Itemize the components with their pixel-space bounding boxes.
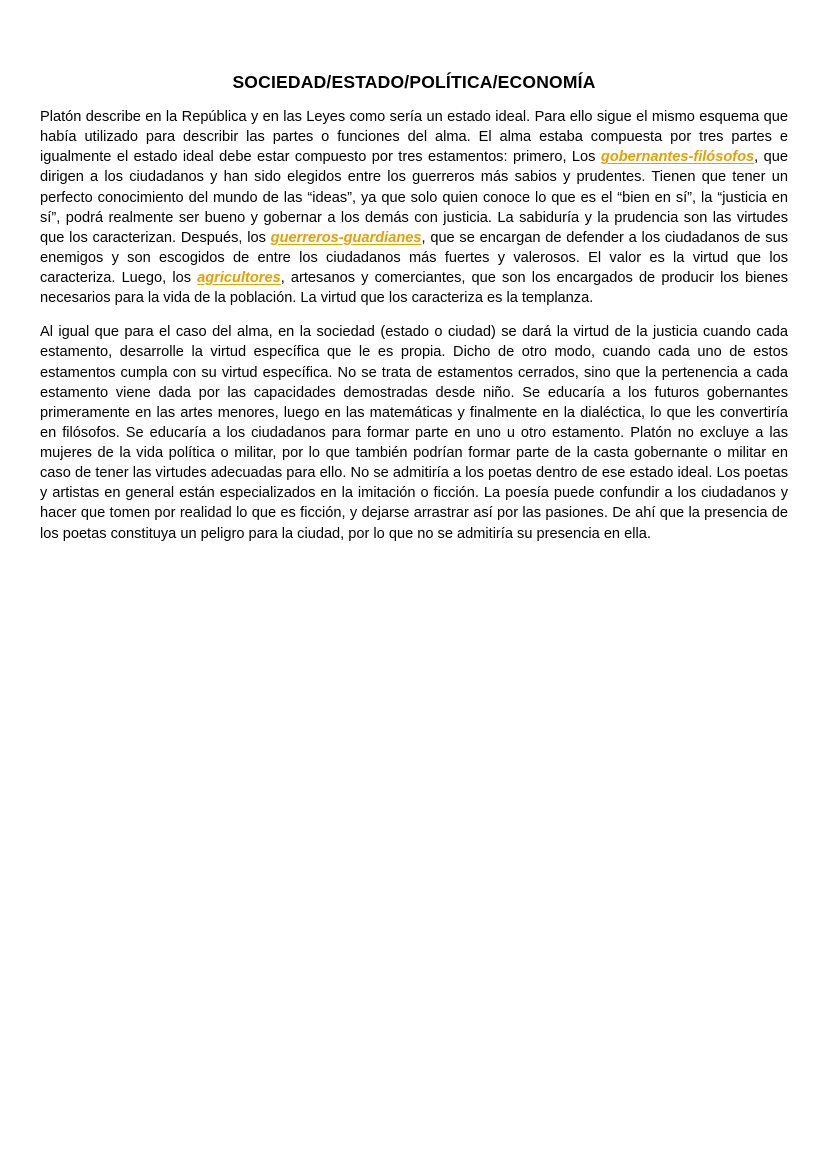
highlighted-term: gobernantes-filósofos [600,149,755,166]
document-body [40,107,788,544]
paragraph [40,322,788,543]
highlighted-term: guerreros-guardianes [270,229,422,246]
paragraph [40,107,788,308]
paragraph-text: , que se encargan de defender a los ciudadanos de sus enemigos y son escogidos de entre los ciudadanos más fuertes y valerosos. El valor es la virtud que los caracteriza. Luego, los [40,229,788,286]
paragraph-text: Platón describe en la República y en las Leyes como sería un estado ideal. Para ello sigue el mismo esquema que había utilizado para describir las partes o funciones del alma. El alma estaba compuesta por tres partes e igualmente el estado ideal debe estar compuesto por tres estamentos: primero, Los [40,109,788,166]
paragraph-text: , artesanos y comerciantes, que son los encargados de producir los bienes necesarios para la vida de la población. La virtud que los caracteriza es la templanza. [40,270,788,307]
paragraph-text: , que dirigen a los ciudadanos y han sido elegidos entre los guerreros más sabios y prudentes. Tienen que tener un perfecto conocimiento del mundo de las “ideas”, ya que solo quien conoce lo que es el “bien en sí”, la “justicia en sí”, podrá realmente ser bueno y gobernar a los demás con justicia. La sabiduría y la prudencia son las virtudes que los caracterizan. Después, los [40,149,788,246]
page-title: SOCIEDAD/ESTADO/POLÍTICA/ECONOMÍA [232,72,596,92]
paragraph-text: Al igual que para el caso del alma, en la sociedad (estado o ciudad) se dará la virtud de la justicia cuando cada estamento, desarrolle la virtud específica que le es propia. Dicho de otro modo, cuando cada uno de estos estamentos cumpla con su virtud específica. No se trata de estamentos cerrados, sino que la pertenencia a cada estamento viene dada por las capacidades demostradas desde niño. Se educaría a los futuros gobernantes primeramente en las artes menores, luego en las matemáticas y finalmente en la dialéctica, lo que les convertiría en filósofos. Se educaría a los ciudadanos para formar parte en uno u otro estamento. Platón no excluye a las mujeres de la vida política o militar, por lo que también podrían formar parte de la casta gobernante o militar en caso de tener las virtudes adecuadas para ello. No se admitiría a los poetas dentro de ese estado ideal. Los poetas y artistas en general están especializados en la imitación o ficción. La poesía puede confundir a los ciudadanos y hacer que tomen por realidad lo que es ficción, y dejarse arrastrar así por las pasiones. De ahí que la presencia de los poetas constituya un peligro para la ciudad, por lo que no se admitiría su presencia en ella. [40,324,788,542]
highlighted-term: agricultores [197,270,281,286]
